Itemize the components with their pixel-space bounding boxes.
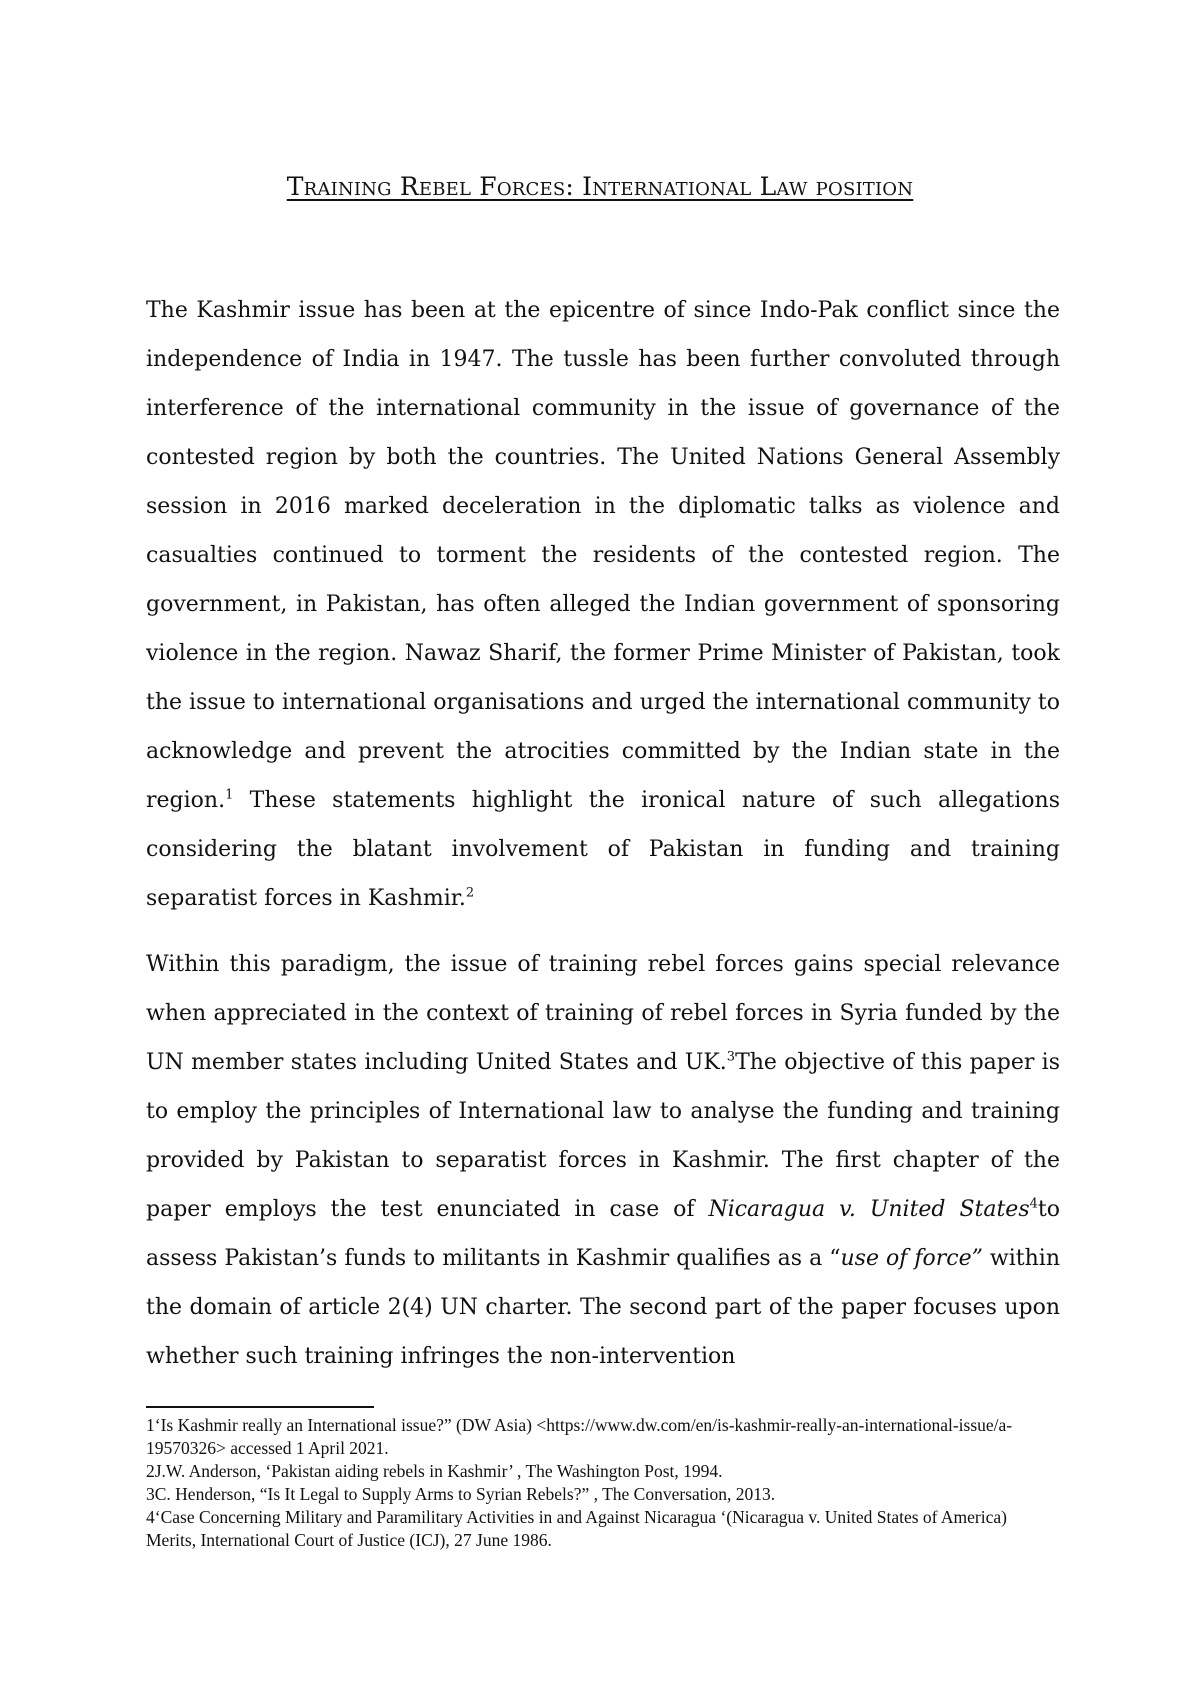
footnote-reference: 3 <box>726 1049 736 1065</box>
paragraph-text: within the domain of article 2(4) UN charter. The second part of the paper focuses upon whether such training infringes the non-intervention <box>146 1246 1060 1369</box>
paragraph-text: The Kashmir issue has been at the epicentre of since Indo-Pak conflict since the independence of India in 1947. The tussle has been further convoluted through interference of the international community in the issue of governance of the contested region by both the countries. The United Nations General Assembly session in 2016 marked deceleration in the diplomatic talks as violence and casualties continued to torment the residents of the contested region. The government, in Pakistan, has often alleged the Indian government of sponsoring violence in the region. Nawaz Sharif, the former Prime Minister of Pakistan, took the issue to international organisations and urged the international community to acknowledge and prevent the atrocities committed by the Indian state in the region. <box>146 298 1060 813</box>
footnote-item: 3C. Henderson, “Is It Legal to Supply Arms to Syrian Rebels?” , The Conversation, 2013. <box>146 1484 776 1504</box>
paragraph-text: to assess Pakistan’s funds to militants in Kashmir qualifies as a “ <box>146 1197 1060 1271</box>
document-title: Training Rebel Forces: International Law position <box>286 172 914 201</box>
paragraph-text: The objective of this paper is to employ the principles of International law to analyse the funding and training provided by Pakistan to separatist forces in Kashmir. The first chapter of the paper employs the test enunciated in case of <box>146 1050 1061 1222</box>
body-paragraph-1 <box>146 286 1060 923</box>
italic-text: use of force” <box>840 1246 983 1271</box>
footnote-reference: 4 <box>1029 1196 1038 1212</box>
footnote-item: 4‘Case Concerning Military and Paramilitary Activities in and Against Nicaragua ‘(Nicaragua v. United States of America) Merits, International Court of Justice (ICJ), 27 June 1986. <box>146 1507 1007 1550</box>
body-paragraph-2 <box>146 940 1060 1381</box>
paragraph-text: These statements highlight the ironical nature of such allegations considering the blatant involvement of Pakistan in funding and training separatist forces in Kashmir. <box>146 788 1060 911</box>
footnote-reference: 1 <box>225 787 234 803</box>
footnote-reference: 2 <box>465 885 475 901</box>
italic-text: Nicaragua v. United States <box>708 1197 1030 1222</box>
footnote-separator <box>146 1406 374 1408</box>
paragraph-text: Within this paradigm, the issue of training rebel forces gains special relevance when appreciated in the context of training of rebel forces in Syria funded by the UN member states including United States and UK. <box>146 952 1060 1075</box>
footnote-item: 2J.W. Anderson, ‘Pakistan aiding rebels in Kashmir’ , The Washington Post, 1994. <box>146 1461 723 1481</box>
footnote-item: 1‘Is Kashmir really an International issue?” (DW Asia) <https://www.dw.com/en/is-kashmir-really-an-international-issue/a-19570326> accessed 1 April 2021. <box>146 1415 1013 1458</box>
footnotes-list <box>146 1414 1060 1552</box>
